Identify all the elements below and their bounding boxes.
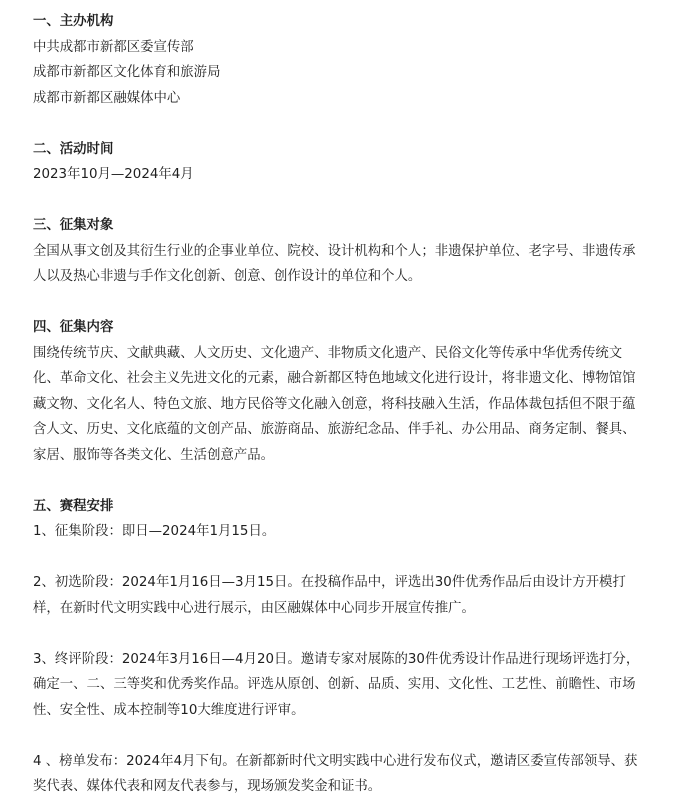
section-content [33, 315, 663, 468]
section-heading: 三、征集对象 [33, 218, 114, 233]
schedule-item: 1、征集阶段：即日—2024年1月15日。 [33, 524, 276, 539]
section-organizers [33, 9, 663, 111]
paragraph-line: 藏文物、文化名人、特色文旅、地方民俗等文化融入创意，将科技融入生活，作品体裁包括但不限于蕴 [33, 396, 636, 412]
paragraph-line: 家居、服饰等各类文化、生活创意产品。 [33, 447, 275, 463]
spacer [33, 468, 663, 494]
time-line: 2023年10月—2024年4月 [33, 167, 194, 182]
section-heading: 五、赛程安排 [33, 498, 114, 514]
spacer [33, 111, 663, 137]
schedule-item: 3、终评阶段：2024年3月16日—4月20日。邀请专家对展陈的30件优秀设计作品进行现场评选打分， [33, 651, 640, 667]
spacer [33, 723, 663, 749]
schedule-item: 4 、榜单发布：2024年4月下旬。在新都新时代文明实践中心进行发布仪式，邀请区委宣传部领导、获 [33, 753, 638, 769]
schedule-item: 确定一、二、三等奖和优秀奖作品。评选从原创、创新、品质、实用、文化性、工艺性、前瞻性、市场 [33, 677, 636, 692]
section-heading: 四、征集内容 [33, 320, 114, 335]
paragraph-line: 含人文、历史、文化底蕴的文创产品、旅游商品、旅游纪念品、伴手礼、办公用品、商务定制、餐具、 [33, 422, 636, 437]
paragraph-line: 全国从事文创及其衍生行业的企事业单位、院校、设计机构和个人；非遗保护单位、老字号、非遗传承 [33, 243, 636, 259]
spacer [33, 290, 663, 316]
paragraph-line: 人以及热心非遗与手作文化创新、创意、创作设计的单位和个人。 [33, 269, 422, 284]
organizer-line: 成都市新都区融媒体中心 [33, 90, 181, 106]
section-targets [33, 213, 663, 290]
section-schedule [33, 494, 663, 800]
spacer [33, 621, 663, 647]
schedule-item: 样，在新时代文明实践中心进行展示，由区融媒体中心同步开展宣传推广。 [33, 600, 475, 616]
section-heading: 一、主办机构 [33, 14, 114, 29]
spacer [33, 545, 663, 571]
schedule-item: 性、安全性、成本控制等10大维度进行评审。 [33, 702, 305, 718]
schedule-item: 奖代表、媒体代表和网友代表参与，现场颁发奖金和证书。 [33, 779, 382, 794]
organizer-line: 成都市新都区文化体育和旅游局 [33, 65, 221, 80]
spacer [33, 188, 663, 214]
section-heading: 二、活动时间 [33, 141, 114, 157]
paragraph-line: 围绕传统节庆、文献典藏、人文历史、文化遗产、非物质文化遗产、民俗文化等传承中华优秀传统文 [33, 345, 623, 361]
schedule-item: 2、初选阶段：2024年1月16日—3月15日。在投稿作品中，评选出30件优秀作品后由设计方开模打 [33, 575, 626, 590]
organizer-line: 中共成都市新都区委宣传部 [33, 39, 194, 55]
paragraph-line: 化、革命文化、社会主义先进文化的元素，融合新都区特色地域文化进行设计，将非遗文化、博物馆馆 [33, 371, 636, 386]
section-time [33, 137, 663, 188]
